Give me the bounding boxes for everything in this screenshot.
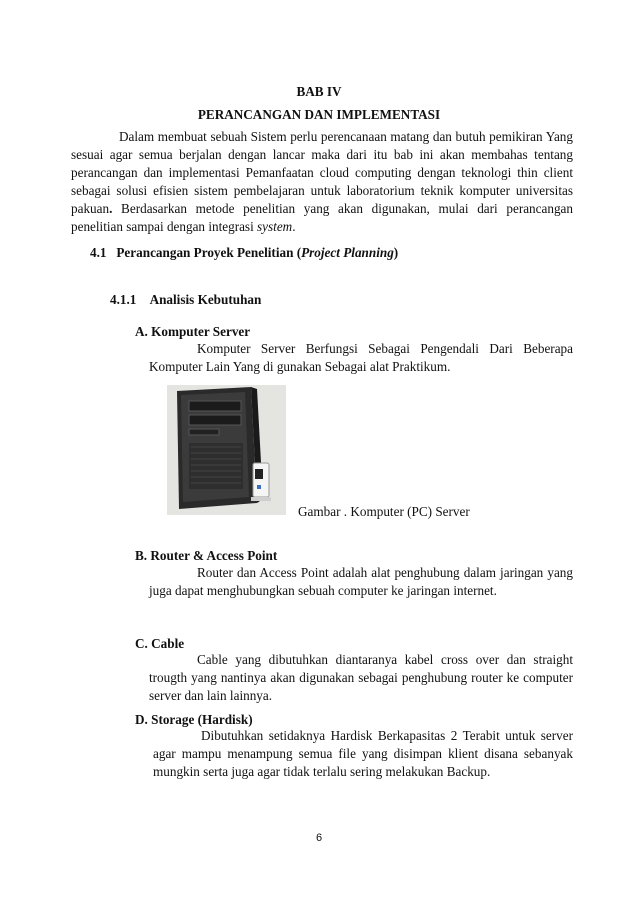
computer-server-illustration (167, 385, 286, 515)
intro-text-after: Berdasarkan metode penelitian yang akan digunakan, mulai dari perancangan penelitian sampai dengan integrasi (71, 201, 573, 234)
section-4-1-1-heading (110, 292, 261, 308)
item-a-text: Komputer Server Berfungsi Sebagai Pengendali Dari Beberapa Komputer Lain Yang di gunakan Sebagai alat Praktikum. (149, 341, 573, 374)
chapter-title: PERANCANGAN DAN IMPLEMENTASI (197, 107, 441, 122)
item-d-text: Dibutuhkan setidaknya Hardisk Berkapasitas 2 Terabit untuk server agar mampu menampung semua file yang disimpan klient disana sebanyak mungkin serta juga agar tidak terlalu sering melakukan Backup. (153, 728, 573, 779)
intro-paragraph (71, 128, 573, 236)
intro-bold-period: . (109, 201, 113, 216)
item-b-text: Router dan Access Point adalah alat penghubung dalam jaringan yang juga dapat menghubungkan sebuah computer ke jaringan internet. (149, 565, 573, 598)
section-4-1-number: 4.1 (90, 245, 107, 260)
item-a-label: A. Komputer Server (135, 324, 251, 339)
page-number: 6 (315, 832, 323, 844)
intro-end: . (292, 219, 296, 234)
figure-caption: Gambar . Komputer (PC) Server (298, 504, 470, 519)
section-4-1-heading (90, 245, 398, 261)
section-4-1-1-number: 4.1.1 (110, 292, 137, 307)
computer-server-photo (167, 385, 286, 515)
item-c-text: Cable yang dibutuhkan diantaranya kabel cross over dan straight trougth yang nantinya akan digunakan sebagai penghubung router ke computer server dan lain lainnya. (149, 652, 573, 703)
section-4-1-title-start: Perancangan Proyek Penelitian ( (116, 245, 302, 260)
intro-italic-word: system (257, 219, 293, 234)
section-4-1-title-italic: Project Planning (301, 245, 394, 260)
section-4-1-1-title: Analisis Kebutuhan (149, 292, 262, 307)
chapter-number: BAB IV (296, 84, 342, 99)
intro-text-before: Dalam membuat sebuah Sistem perlu perencanaan matang dan butuh pemikiran Yang sesuai agar semua berjalan dengan lancar maka dari itu bab ini akan membahas tentang perancangan dan implementasi Pemanfaatan cloud computing dengan teknologi thin client sebagai solusi efisien sistem pembelajaran untuk laboratorium teknik komputer universitas pakuan (71, 129, 573, 216)
item-b-label: B. Router & Access Point (135, 548, 278, 563)
item-d-label: D. Storage (Hardisk) (135, 712, 253, 727)
item-c-label: C. Cable (135, 636, 185, 651)
section-4-1-title-end: ) (393, 245, 399, 260)
